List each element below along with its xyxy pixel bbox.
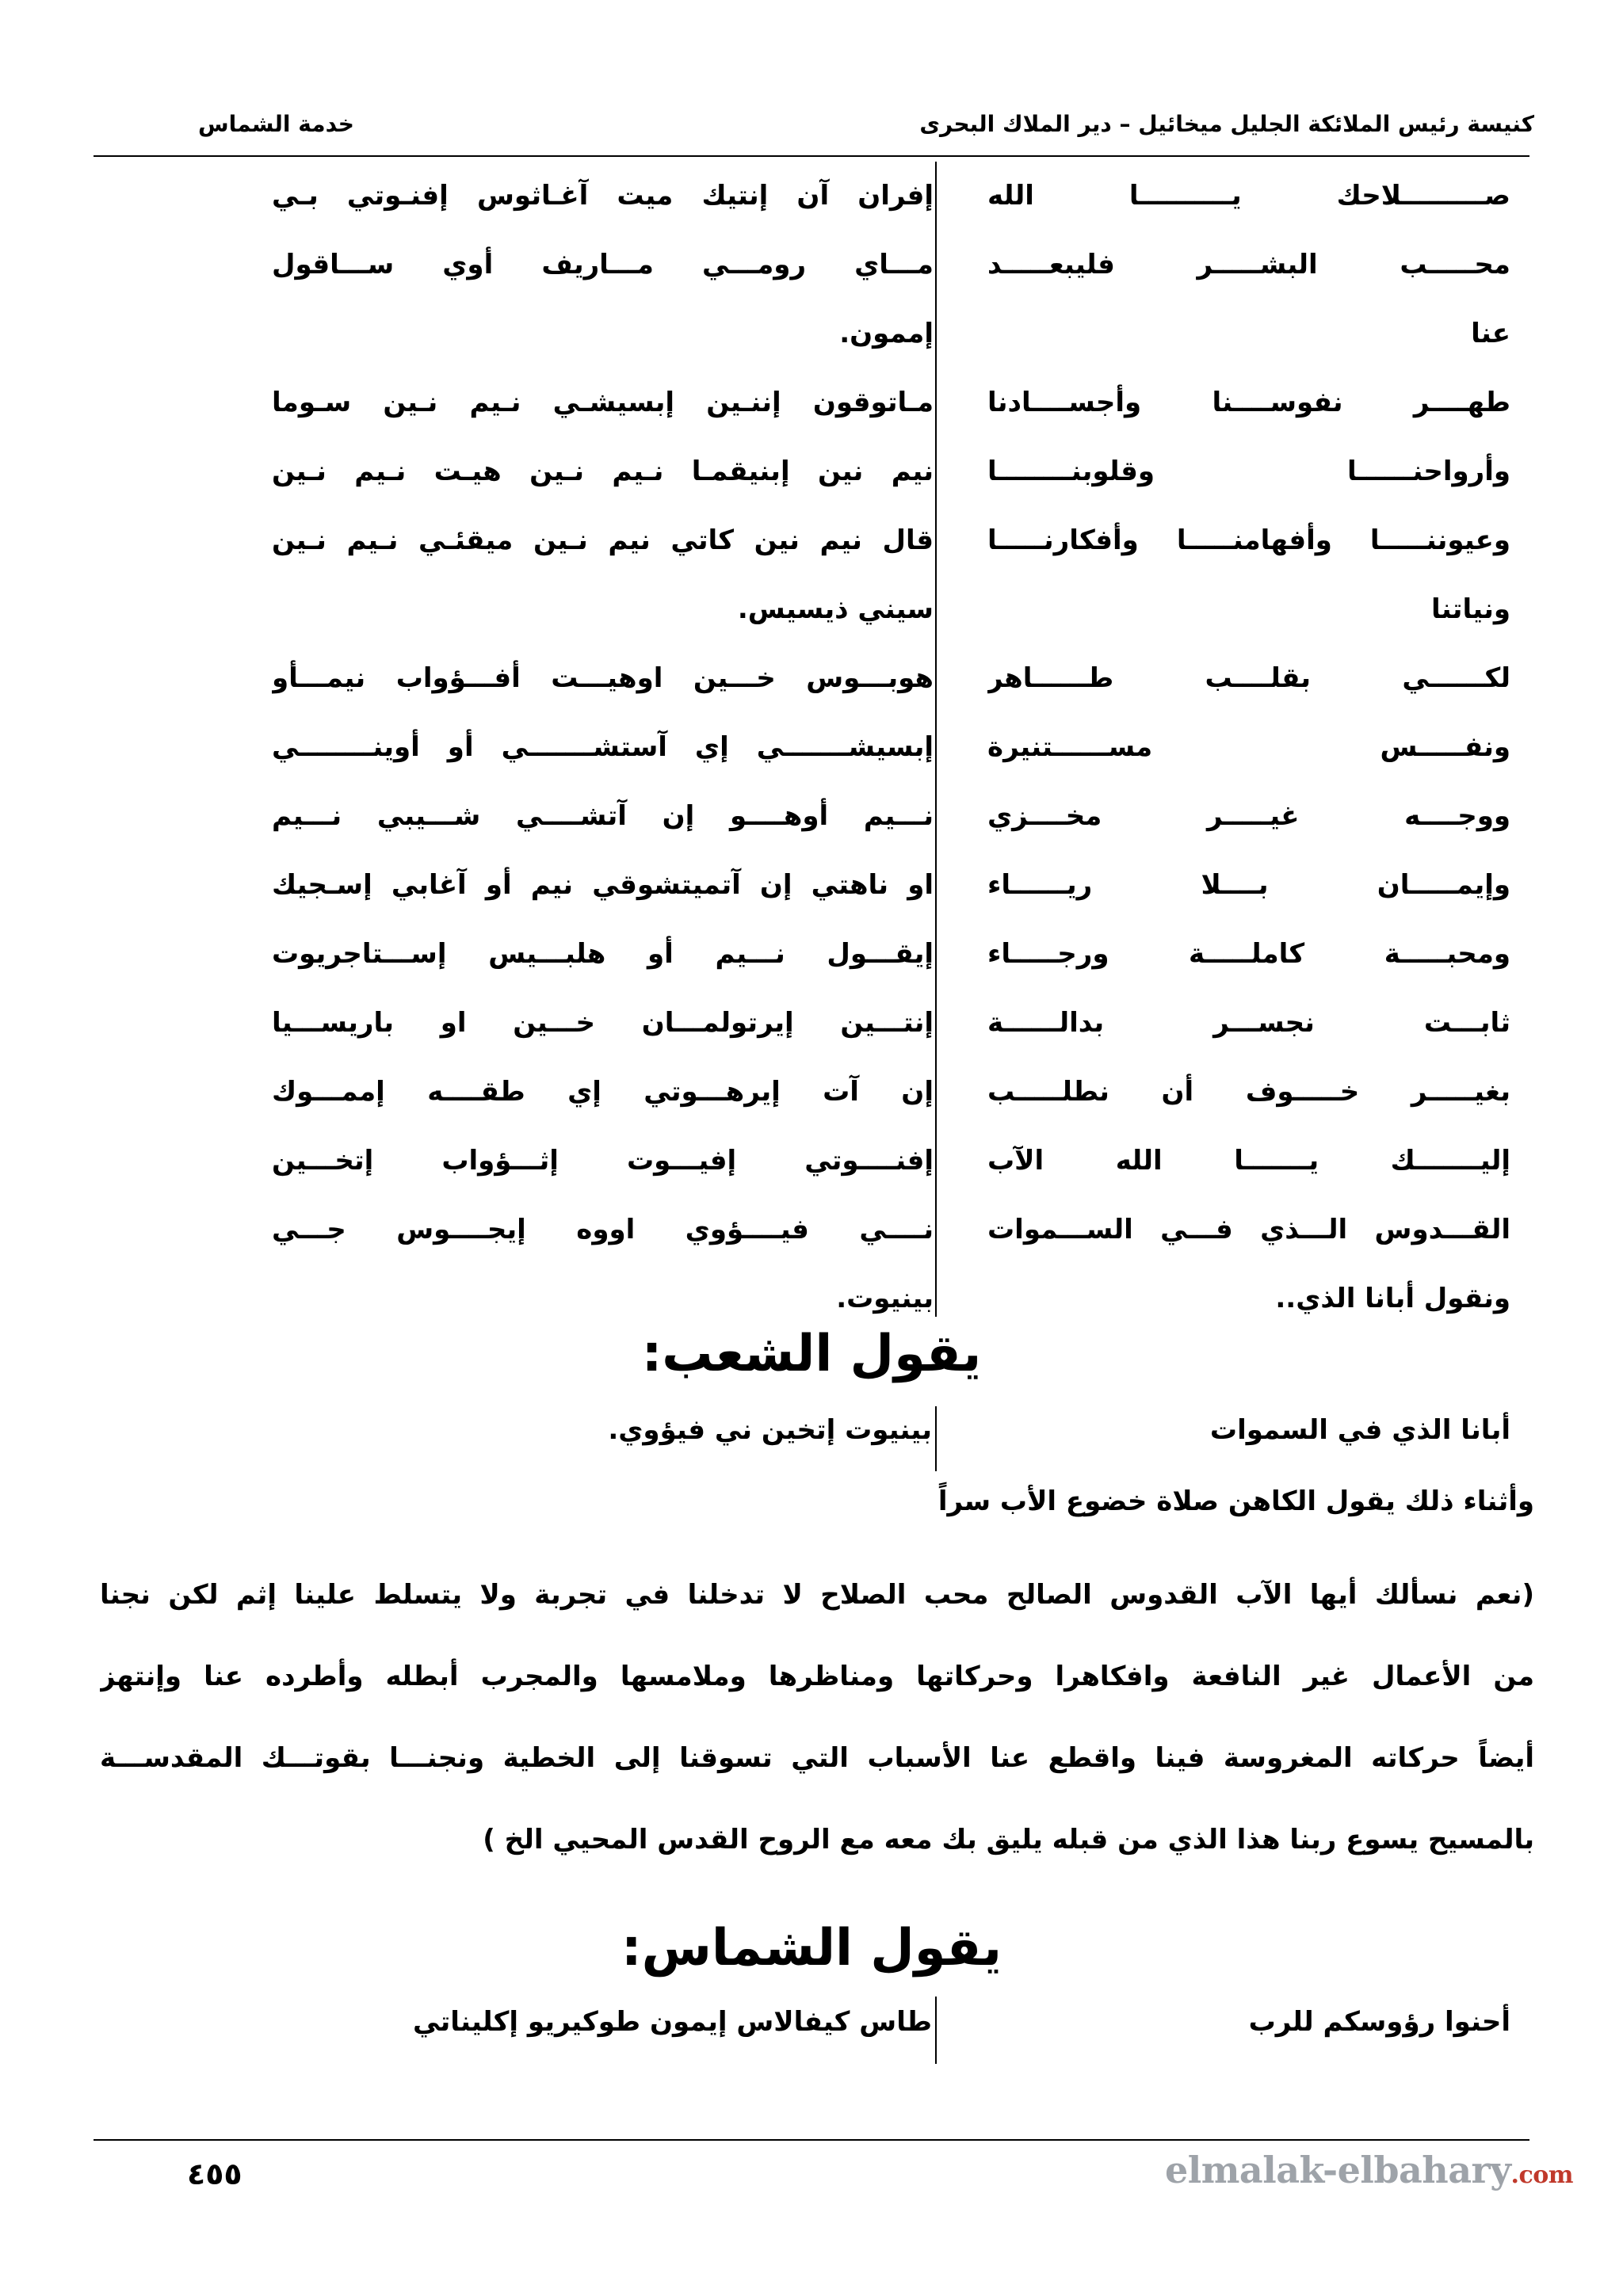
arabic-line: ومحبـــــة كاملـــــة ورجـــــاء (987, 938, 1510, 970)
coptic-line: إممون. (839, 318, 934, 349)
deacon-arabic-line: أحنوا رؤوسكم للرب (1248, 2006, 1510, 2038)
header-rule (94, 155, 1529, 157)
heading-people-say: يقول الشعب: (641, 1325, 982, 1383)
site-logo (1165, 2149, 1573, 2191)
arabic-line: محـــــب البشـــــر فليبعـــــد (987, 249, 1510, 280)
column-divider (935, 162, 937, 1317)
arabic-line: طهــــر نفوســــنا وأجســــادنا (987, 387, 1510, 418)
coptic-line: إفنــــوتي إفيـــوت إثـــؤواب إتخـــين (272, 1145, 934, 1177)
coptic-line: مـاتوقون إننـين إبسيشـي نـيم نـين سـوما (272, 387, 934, 418)
priest-note: وأثناء ذلك يقول الكاهن صلاة خضوع الأب سراً (938, 1486, 1534, 1517)
coptic-line: او ناهتي إن آتميتشوقي نيم أو آغابي إسـجيك (272, 869, 934, 901)
prayer-line: أيضاً حركاته المغروسة فينا واقطع عنا الأسباب التي تسوقنا إلى الخطية ونجنـــا بقوتـــك المقدســـة (100, 1742, 1534, 1774)
arabic-line: لكــــــي بقلــــب طــــــاهر (987, 662, 1510, 694)
logo-main-text: elmalak-elbahary (1165, 2149, 1511, 2191)
prayer-line: من الأعمال غير النافعة وافكاهرا وحركاتها ومناظرها وملامسها والمجرب أبطله وأطرده عنا وإنتهز (100, 1661, 1534, 1692)
arabic-line: ونياتنا (1431, 593, 1510, 625)
logo-suffix-text: .com (1510, 2161, 1573, 2189)
coptic-line: نيم نين إبنيقمـا نـيم نـين هيـت نـيم نـين (272, 456, 934, 487)
arabic-line: بغيـــــر خـــــوف أن نطلـــــب (987, 1076, 1510, 1108)
coptic-line: نــــي فيــــؤوي اووه إيجــــوس جـــي (272, 1214, 934, 1245)
people-divider (935, 1406, 937, 1471)
heading-deacon-says: يقول الشماس: (621, 1919, 1002, 1978)
coptic-line: إن آت إيرهـــوتي إي طقــــه إممـــوك (272, 1076, 934, 1108)
header-church-title: كنيسة رئيس الملائكة الجليل ميخائيل – دير الملاك البحرى (919, 111, 1534, 137)
coptic-line: نـــيم أوهــــو إن آتشــــي شـــيبي نـــيم (272, 800, 934, 832)
prayer-line: بالمسيح يسوع ربنا هذا الذي من قبله يليق بك معه مع الروح القدس المحيي الخ ) (483, 1824, 1534, 1855)
deacon-divider (935, 1997, 937, 2064)
people-arabic-line: أبانا الذي في السموات (1209, 1414, 1510, 1446)
coptic-line: إبسيشـــــــي إي آستشـــــــي أو أوينــــــــي (272, 731, 934, 763)
arabic-column (987, 162, 1510, 1333)
coptic-line: إيقـــول نـــيم أو هلبـــيس إســـتاجريوت (272, 938, 934, 970)
coptic-line: إفران آن إنتيك ميت آغـاثوس إفنـوتي بـي (272, 180, 934, 212)
coptic-line: قال نيم نين كاتي نيم نـين ميقئـي نـيم نـين (272, 524, 934, 556)
coptic-line: سيني ذيسيس. (737, 593, 934, 625)
coptic-line: إنتـــين إيرتولمـــان خـــين او باريســـيا (272, 1007, 934, 1039)
coptic-column (272, 162, 934, 1333)
arabic-line: وإيمـــــان بــــلا ريــــــاء (987, 869, 1510, 901)
page-number: ٤٥٥ (187, 2157, 242, 2191)
arabic-line: وعيوننـــــا وأفهامنـــــا وأفكارنـــــا (987, 524, 1510, 556)
coptic-line: هوبـــوس خـــين اوهيـــت أفـــؤواب نيمـــأو (272, 662, 934, 694)
prayer-line: (نعم نسألك أيها الآب القدوس الصالح محب الصلاح لا تدخلنا في تجربة ولا يتسلط علينا إثم لكن نجنا (100, 1579, 1534, 1611)
arabic-line: القـــدوس الـــذي فـــي الســـموات (987, 1214, 1510, 1245)
footer-rule (94, 2139, 1529, 2141)
coptic-line: بينيوت. (836, 1283, 934, 1314)
coptic-line: مـــاي رومـــي مـــاريف أوي ســـاقول (272, 249, 934, 280)
arabic-line: إليـــــــك يـــــــا الله الآب (987, 1145, 1510, 1177)
arabic-line: ووجــــه غيـــــر مخــــزي (987, 800, 1510, 832)
arabic-line: عنا (1471, 318, 1510, 349)
arabic-line: ثابـــت نجســـر بدالــــــة (987, 1007, 1510, 1039)
arabic-line: صـــــــــلاحك يــــــــــا الله (987, 180, 1510, 212)
arabic-line: ونقول أبانا الذي.. (1275, 1283, 1510, 1314)
people-coptic-line: بينيوت إتخين ني فيؤوي. (608, 1414, 932, 1446)
prayer-paragraph (100, 1554, 1534, 1881)
arabic-line: ونفـــــس مســــــتنيرة (987, 731, 1510, 763)
arabic-line: وأرواحنــــــا وقلوبنــــــــا (987, 456, 1510, 487)
deacon-coptic-line: طاس كيفالاس إيمون طوكيريو إكليناتي (413, 2006, 932, 2038)
header-service-title: خدمة الشماس (198, 111, 354, 137)
